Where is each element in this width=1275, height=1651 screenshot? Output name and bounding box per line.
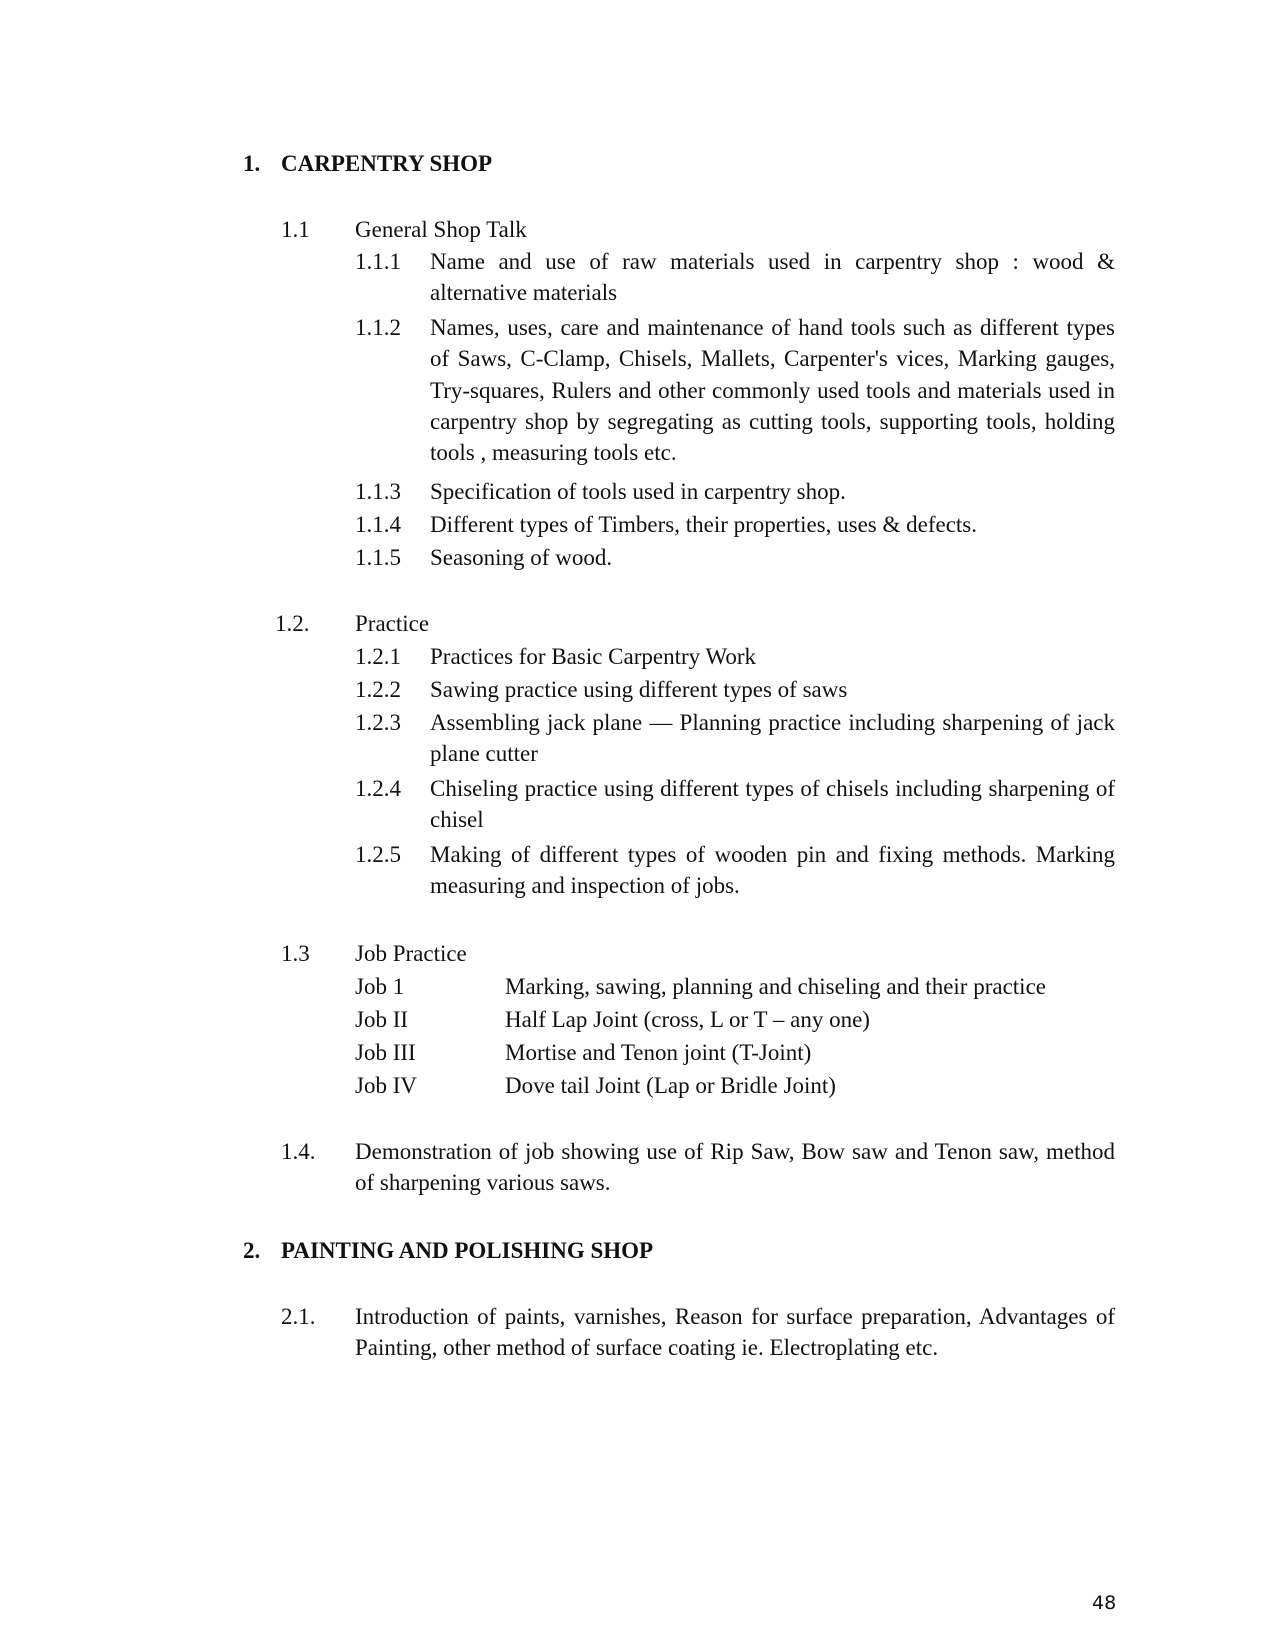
section-1-number: 1. (243, 151, 261, 176)
subsection-2-1-text: Introduction of paints, varnishes, Reason for surface preparation, Advantages of Painting, other method of surface coating ie. Electroplating etc. (355, 1304, 1115, 1361)
item-1-2-2-text: Sawing practice using different types of saws (430, 677, 848, 702)
section-1-title: CARPENTRY SHOP (281, 151, 493, 176)
subsection-1-1-number: 1.1 (281, 217, 310, 242)
item-1-1-1-text: Name and use of raw materials used in carpentry shop : wood & alternative materials (430, 249, 1115, 306)
job-3-label: Job III (355, 1040, 416, 1065)
section-2-number: 2. (243, 1238, 261, 1263)
item-1-1-4-text: Different types of Timbers, their properties, uses & defects. (430, 512, 977, 537)
item-1-1-5-text: Seasoning of wood. (430, 545, 613, 570)
item-1-1-2-number: 1.1.2 (355, 315, 401, 340)
item-1-1-5-number: 1.1.5 (355, 545, 401, 570)
job-4-label: Job IV (355, 1073, 417, 1098)
page-number: 48 (1092, 1592, 1117, 1614)
subsection-1-2-number: 1.2. (275, 611, 310, 636)
item-1-2-4-number: 1.2.4 (355, 776, 401, 801)
item-1-2-2-number: 1.2.2 (355, 677, 401, 702)
item-1-2-3-text: Assembling jack plane — Planning practice including sharpening of jack plane cutter (430, 710, 1115, 767)
item-1-2-4-text: Chiseling practice using different types of chisels including sharpening of chisel (430, 776, 1115, 833)
subsection-1-4-text: Demonstration of job showing use of Rip Saw, Bow saw and Tenon saw, method of sharpening various saws. (355, 1139, 1115, 1196)
subsection-1-3-title: Job Practice (355, 941, 467, 966)
subsection-1-3-number: 1.3 (281, 941, 310, 966)
item-1-1-2-text: Names, uses, care and maintenance of hand tools such as different types of Saws, C-Clamp, Chisels, Mallets, Carpenter's vices, Marking gauges, Try-squares, Rulers and other commonly used tools and materials used in carpentry shop by segregating as cutting tools, supporting tools, holding tools , measuring tools etc. (430, 315, 1115, 466)
subsection-2-1-number: 2.1. (281, 1304, 316, 1329)
job-3-text: Mortise and Tenon joint (T-Joint) (505, 1040, 812, 1065)
item-1-2-1-text: Practices for Basic Carpentry Work (430, 644, 757, 669)
item-1-2-5-number: 1.2.5 (355, 842, 401, 867)
item-1-2-5-text: Making of different types of wooden pin and fixing methods. Marking measuring and inspection of jobs. (430, 842, 1115, 899)
subsection-1-2-title: Practice (355, 611, 430, 636)
subsection-1-1-title: General Shop Talk (355, 217, 527, 242)
job-4-text: Dove tail Joint (Lap or Bridle Joint) (505, 1073, 836, 1098)
subsection-1-4-number: 1.4. (281, 1139, 316, 1164)
item-1-2-1-number: 1.2.1 (355, 644, 401, 669)
item-1-1-4-number: 1.1.4 (355, 512, 401, 537)
item-1-1-3-text: Specification of tools used in carpentry shop. (430, 479, 846, 504)
section-2-title: PAINTING AND POLISHING SHOP (281, 1238, 654, 1263)
item-1-1-3-number: 1.1.3 (355, 479, 401, 504)
job-2-label: Job II (355, 1007, 409, 1032)
item-1-2-3-number: 1.2.3 (355, 710, 401, 735)
job-1-label: Job 1 (355, 974, 405, 999)
job-2-text: Half Lap Joint (cross, L or T – any one) (505, 1007, 870, 1032)
item-1-1-1-number: 1.1.1 (355, 249, 401, 274)
job-1-text: Marking, sawing, planning and chiseling and their practice (505, 974, 1046, 999)
